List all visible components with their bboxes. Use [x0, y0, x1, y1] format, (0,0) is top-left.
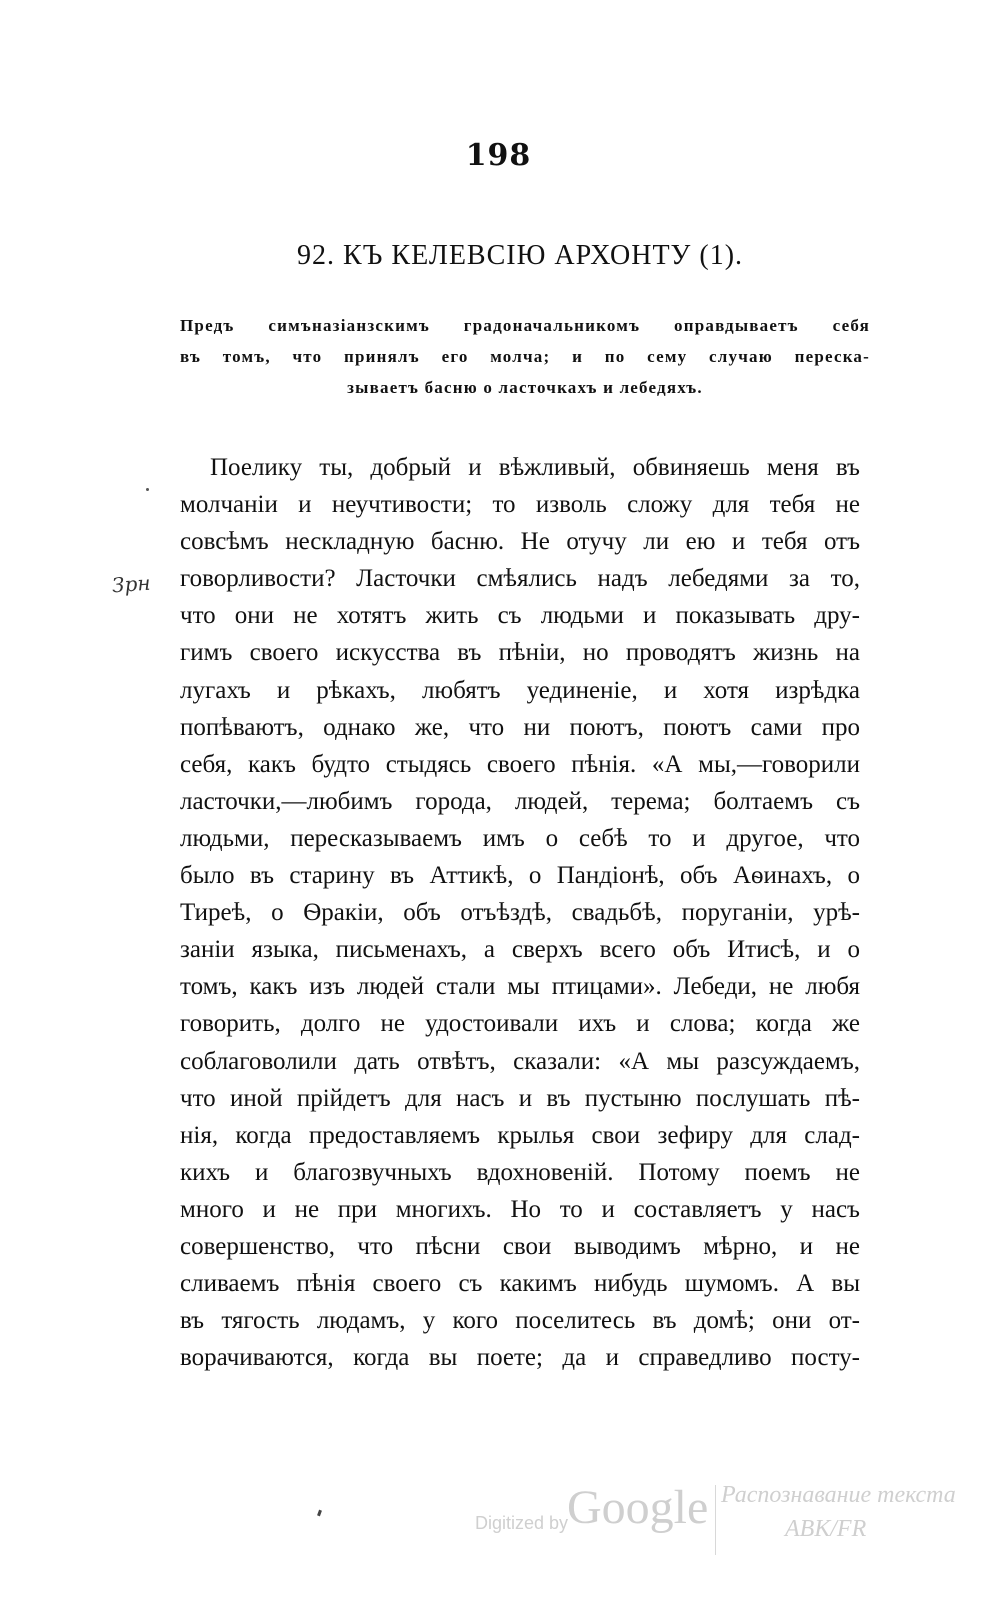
watermark: [475, 1480, 985, 1570]
body-line: говорливости? Ласточки смѣялись надъ лебедями за то,: [180, 565, 860, 593]
body-line: Тиреѣ, о Ѳракiи, объ отъѣздѣ, свадьбѣ, поруганiи, урѣ-: [180, 899, 860, 927]
body-line: себя, какъ будто стыдясь своего пѣнiя. «А мы,—говорили: [180, 750, 860, 778]
body-line: нiя, когда предоставляемъ крылья свои зефиру для слад-: [180, 1121, 860, 1149]
body-line: что иной прiйдетъ для насъ и въ пустыню послушать пѣ-: [180, 1084, 860, 1112]
watermark-divider: [715, 1485, 716, 1555]
body-line: Поелику ты, добрый и вѣжливый, обвиняешь меня въ: [210, 454, 860, 481]
body-line: соблаговолили дать отвѣтъ, сказали: «А мы разсуждаемъ,: [180, 1047, 860, 1075]
watermark-google-logo: Google: [567, 1481, 709, 1534]
body-line: говорить, долго не удостоивали ихъ и слова; когда же: [180, 1010, 860, 1038]
chapter-title: 92. КЪ КЕЛЕВСIЮ АРХОНТУ (1).: [296, 240, 744, 271]
body-line: занiи языка, письменахъ, а сверхъ всего объ Итисѣ, и о: [180, 936, 860, 964]
body-line: гимъ своего искусства въ пѣнiи, но проводятъ жизнь на: [180, 639, 860, 667]
body-line: въ тягость людамъ, у кого поселитесь въ домѣ; они от-: [180, 1307, 860, 1335]
body-line: молчанiи и неучтивости; то изволь сложу для тебя не: [180, 491, 860, 519]
watermark-digitized: Digitized by: [475, 1513, 569, 1533]
watermark-recognition: Распознавание текста: [721, 1482, 956, 1508]
body-line: что они не хотятъ жить съ людьми и показывать дру-: [180, 602, 860, 630]
summary: [180, 310, 870, 403]
body-text: [180, 449, 860, 1376]
watermark-abk: АВК/FR: [785, 1516, 867, 1542]
body-line: совершенство, что пѣсни свои выводимъ мѣрно, и не: [180, 1232, 860, 1260]
body-line: сливаемъ пѣнiя своего съ какимъ нибудь шумомъ. А вы: [180, 1270, 860, 1298]
stray-mark: [317, 1510, 322, 1517]
body-line: ворачиваются, когда вы поете; да и справедливо посту-: [180, 1344, 860, 1372]
page-number: 198: [465, 138, 532, 173]
body-line: много и не при многихъ. Но то и составляетъ у насъ: [180, 1195, 860, 1223]
margin-note: Зрн: [111, 570, 152, 598]
summary-line: Предъ симъназiанзскимъ градоначальникомъ оправдываетъ себя: [180, 316, 870, 335]
summary-line: зываетъ басню о ласточкахъ и лебедяхъ.: [347, 378, 703, 397]
body-line: ласточки,—любимъ города, людей, терема; болтаемъ съ: [180, 787, 860, 815]
body-line: лугахъ и рѣкахъ, любятъ уединенiе, и хотя изрѣдка: [180, 676, 860, 704]
body-line: совсѣмъ нескладную басню. Не отучу ли ею и тебя отъ: [180, 528, 860, 556]
margin-mark: [146, 488, 149, 491]
summary-line: въ томъ, что принялъ его молча; и по сему случаю переска-: [180, 347, 870, 366]
body-line: людьми, пересказываемъ имъ о себѣ то и другое, что: [180, 824, 860, 852]
body-line: томъ, какъ изъ людей стали мы птицами». Лебеди, не любя: [180, 973, 860, 1001]
body-line: попѣваютъ, однако же, что ни поютъ, поютъ сами про: [180, 713, 860, 741]
body-line: было въ старину въ Аттикѣ, о Пандiонѣ, объ Аѳинахъ, о: [180, 862, 860, 890]
body-line: кихъ и благозвучныхъ вдохновенiй. Потому поемъ не: [180, 1158, 860, 1186]
